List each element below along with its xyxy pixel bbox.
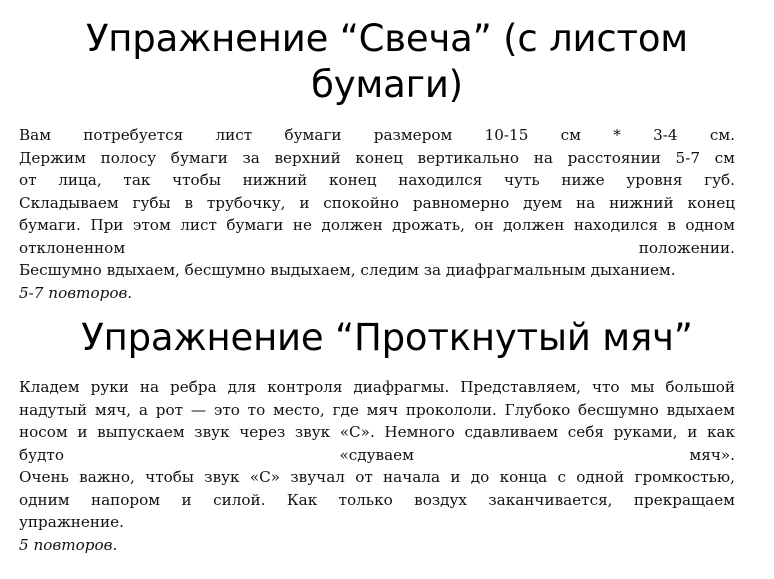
instruction-line: бумаги. При этом лист бумаги не должен дрожать, он должен находился в одном [19, 216, 735, 234]
instruction-line: будто «сдуваем мяч». [19, 445, 735, 464]
instruction-line: Вам потребуется лист бумаги размером 10-15 см * 3-4 см. [19, 126, 735, 144]
exercise-candle-title-line-1: Упражнение “Свеча” (с листом [85, 17, 689, 60]
instruction-line: Держим полосу бумаги за верхний конец вертикально на расстоянии 5-7 см [19, 148, 735, 167]
exercise-candle-instructions [19, 124, 735, 304]
exercise-candle-title-line-2: бумаги) [311, 63, 463, 106]
instruction-line: Очень важно, чтобы звук «С» звучал от начала и до конца с одной громкостью, [19, 468, 735, 486]
instruction-line: надутый мяч, а рот — это то место, где мяч прокололи. Глубоко бесшумно вдыхаем [19, 400, 735, 419]
instruction-line: от лица, так чтобы нижний конец находился чуть ниже уровня губ. [19, 171, 735, 189]
instruction-line: отклоненном положении. [19, 238, 735, 257]
instruction-line: Бесшумно вдыхаем, бесшумно выдыхаем, следим за диафрагмальным дыханием. [19, 261, 676, 279]
instruction-line: одним напором и силой. Как только воздух заканчивается, прекращаем [19, 490, 735, 509]
instruction-line: Кладем руки на ребра для контроля диафрагмы. Представляем, что мы большой [19, 378, 735, 396]
instruction-line: упражнение. [19, 513, 124, 531]
exercise-punctured-ball-instructions [19, 376, 735, 556]
exercise-candle-title [30, 16, 744, 108]
exercise-punctured-ball-title: Упражнение “Проткнутый мяч” [81, 316, 693, 359]
instruction-line: Складываем губы в трубочку, и спокойно равномерно дуем на нижний конец [19, 193, 735, 212]
exercise-punctured-ball-repetitions: 5 повторов. [19, 535, 118, 554]
exercise-candle-repetitions: 5-7 повторов. [19, 283, 133, 302]
instruction-line: носом и выпускаем звук через звук «С». Немного сдавливаем себя руками, и как [19, 423, 735, 441]
